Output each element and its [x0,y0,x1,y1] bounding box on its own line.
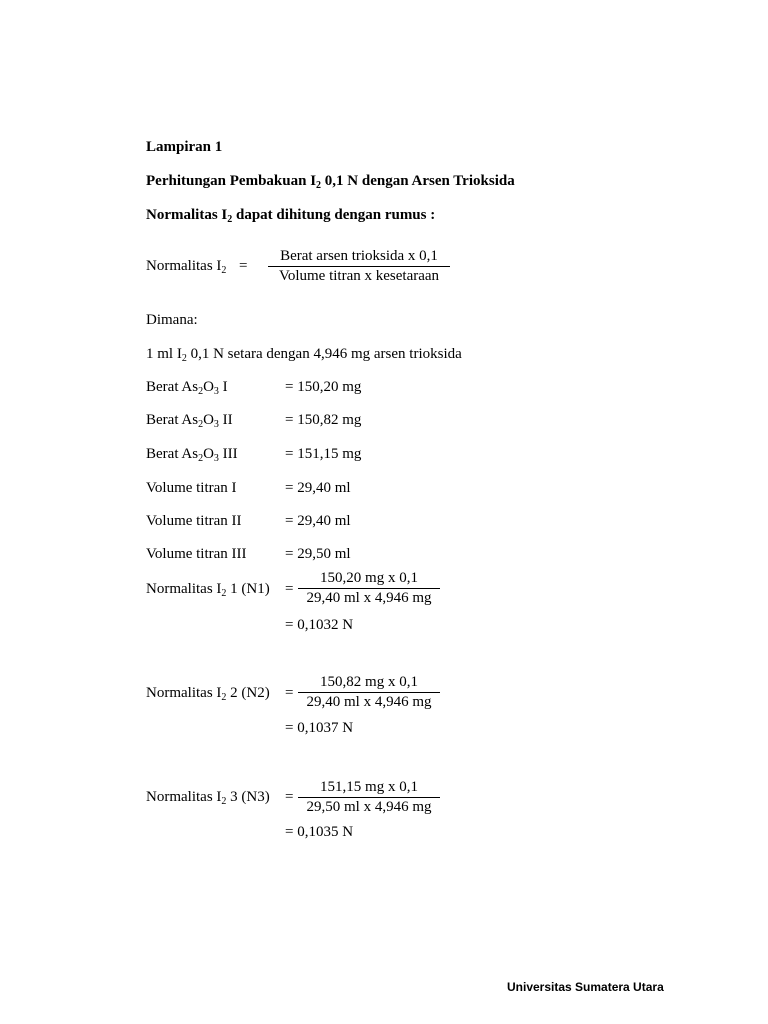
calc-equals-n3: = [285,789,294,805]
weight-value-2: = 150,82 mg [285,412,362,428]
weight-label-2: Berat $As_2O_3$ II [146,412,233,430]
calc-result-n1: = 0,1032 N [285,617,354,633]
calc-equals-n1: = [285,581,294,597]
formula-intro: Normalitas $I_2$ dapat dihitung dengan rumus : [146,207,436,225]
calc-equals-n2: = [285,685,294,701]
equivalence-statement: 1 ml $I_2$ 0,1 N setara dengan 4,946 mg arsen trioksida [146,346,462,364]
volume-label-1: Volume titran I [146,480,237,496]
calc-denominator-n2: 29,40 ml x 4,946 mg [306,694,432,710]
calc-numerator-n1: 150,20 mg x 0,1 [320,570,418,586]
calc-numerator-n3: 151,15 mg x 0,1 [320,779,418,795]
calc-fraction-n3 [298,778,440,816]
weight-label-1: Berat $As_2O_3$ I [146,379,228,397]
weight-value-3: = 151,15 mg [285,446,362,462]
appendix-label: Lampiran 1 [146,139,223,155]
volume-value-2: = 29,40 ml [285,513,351,529]
formula-fraction [268,247,450,285]
formula-denominator: Volume titran x kesetaraan [278,268,440,284]
volume-value-1: = 29,40 ml [285,480,351,496]
page-footer: Universitas Sumatera Utara [507,980,664,994]
calc-fraction-n1 [298,569,440,607]
calc-lhs-n1: Normalitas $I_2$ 1 (N1) [146,581,270,599]
calc-numerator-n2: 150,82 mg x 0,1 [320,674,418,690]
volume-label-3: Volume titran III [146,546,247,562]
dimana-label: Dimana: [146,312,198,328]
calc-result-n3: = 0,1035 N [285,824,354,840]
weight-label-3: Berat $As_2O_3$ III [146,446,238,464]
calc-lhs-n3: Normalitas $I_2$ 3 (N3) [146,789,270,807]
calc-result-n2: = 0,1037 N [285,720,354,736]
calc-fraction-n2 [298,673,440,711]
calc-denominator-n3: 29,50 ml x 4,946 mg [306,799,432,815]
volume-label-2: Volume titran II [146,513,242,529]
formula-equals: = [239,258,248,274]
weight-value-1: = 150,20 mg [285,379,362,395]
calc-denominator-n1: 29,40 ml x 4,946 mg [306,590,432,606]
formula-lhs: Normalitas $I_2$ [146,258,227,276]
formula-numerator: Berat arsen trioksida x 0,1 [280,248,438,264]
volume-value-3: = 29,50 ml [285,546,351,562]
calc-lhs-n2: Normalitas $I_2$ 2 (N2) [146,685,270,703]
section-title: Perhitungan Pembakuan $I_2$ 0,1 N dengan Arsen Trioksida [146,173,515,191]
